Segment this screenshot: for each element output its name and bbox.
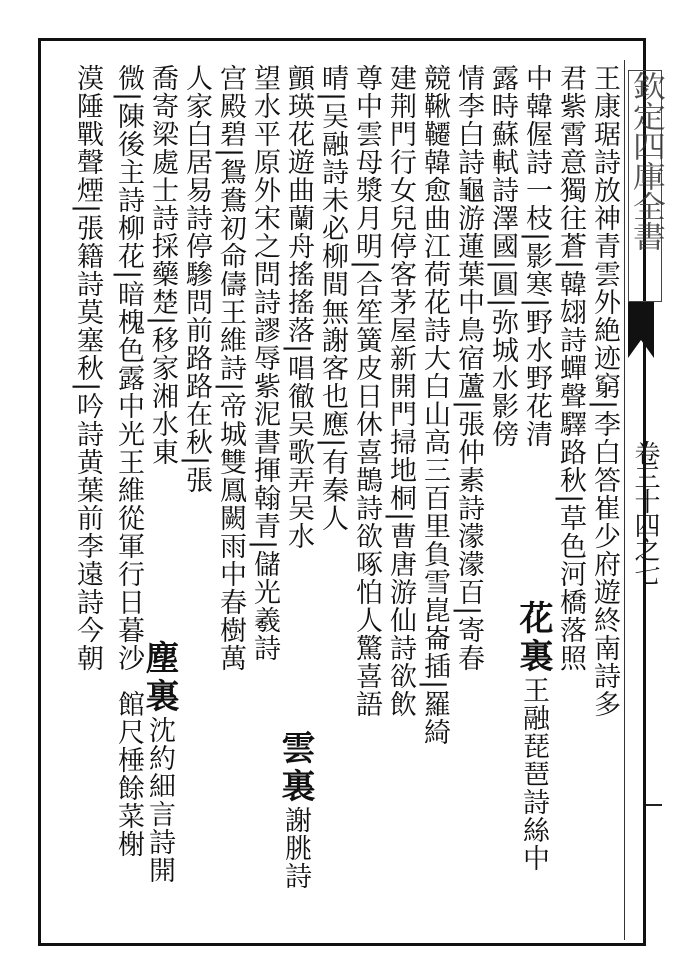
text-column-10: 顫瑛花遊曲蘭舟搖搖落|唱徹吴歌弄吴水 [283,64,314,551]
heading-chenli: 塵裏 [139,640,179,716]
text-column-2: 君紫霄意獨往蒼|韓翃詩蟬聲驛路秋|草色河橋落照 [555,64,586,673]
fish-tail-ornament-icon [626,300,656,360]
text-column-1: 王康琚詩放神青雲外絶迹窮|李白答崔少府遊終南詩多 [589,64,620,719]
text-column-16: 漠陲戰聲煙|張籍詩莫塞秋|吟詩黄葉前李遠詩今朝 [72,64,103,673]
text-column-13b: 塵裏沈約細言詩開 [139,640,179,884]
text-column-14b: 館尺棰餘菜榭 [113,690,144,858]
text-column-9b: 雲裏謝朓詩 [275,730,315,890]
text-column-5: 情李白詩龜游蓮葉中鳥宿蘆|張仲素詩濛濛百|寄春 [453,64,484,673]
margin-book-title [626,70,665,302]
text-column-13: 人家白居易詩停驂問前路路在秋|張 [181,64,212,495]
text-column-3: 中韓偓詩一枝|影寒|野水野花清 [521,64,552,449]
juan-number: 卷三十四之七 [630,440,660,584]
text-column-14: 喬寄梁處士詩採藥楚|移家湘水東 [147,64,178,467]
margin-tick [646,804,662,806]
text-column-9: 晴|吴融詩未必柳間無謝客也應|有秦人 [317,64,348,533]
text-column-8: 尊中雲母漿月明|合笙簧皮日休喜鵲詩欲啄怕人驚喜語 [351,64,382,719]
text-column-7: 建荆門行女兒停客茅屋新開門掃地桐|曹唐游仙詩欲飲 [385,64,416,719]
margin-header-text: 欽定四庫全書 [626,71,665,251]
text-column-6: 競鞦韆韓愈曲江荷花詩大白山高三百里負雪崑崙插|羅綺 [419,64,450,747]
text-column-12: 宫殿碧|鴛鴦初命儔王維詩|帝城雙鳳闕雨中春樹萬 [215,64,246,673]
text-column-4: 露時蘇軾詩澤國|圓|弥城水影傍 [487,64,518,449]
heading-yunli: 雲裏 [275,730,315,806]
text-column-3b: 花裏王融琵琶詩絲中 [513,600,553,872]
heading-hualI: 花裏 [513,600,553,676]
text-column-15: 微|陳後主詩柳花|暗槐色露中光王維從軍行日暮沙 [113,64,144,673]
text-column-11: 望水平原外宋之問詩謬辱紫泥書揮翰青|儲光羲詩 [249,64,280,663]
